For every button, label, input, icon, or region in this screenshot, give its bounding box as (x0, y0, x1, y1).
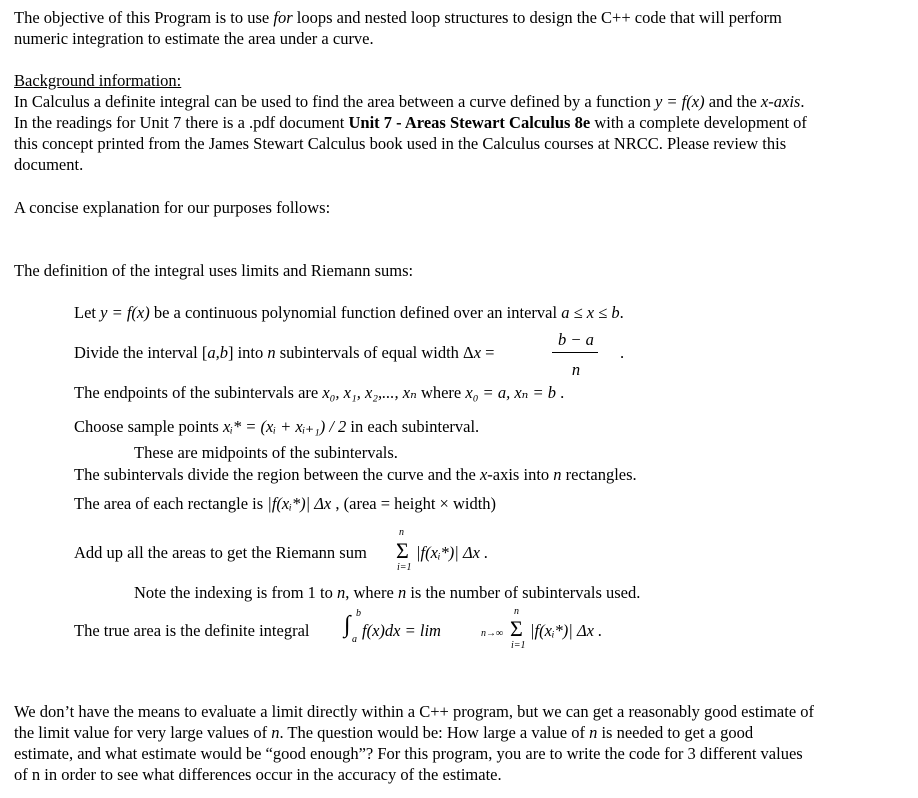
step-rectangles: The subintervals divide the region between the curve and the x-axis into n rectangles. (74, 465, 637, 484)
integral-expression: f(x)dx = lim (362, 621, 441, 640)
step-definite-integral: The true area is the definite integral (74, 621, 310, 640)
limit-sum-expression: |f(xᵢ*)| Δx . (530, 621, 603, 640)
step-let: Let y = f(x) be a continuous polynomial function defined over an interval a ≤ x ≤ b. (74, 303, 624, 322)
closing-line-2: the limit value for very large values of n. The question would be: How large a value of n is needed to get a good (14, 723, 754, 742)
fraction-bar (552, 352, 598, 353)
sigma2-symbol: Σ (510, 616, 523, 641)
intro-line-2: numeric integration to estimate the area under a curve. (14, 29, 374, 48)
step-sample-points: Choose sample points xᵢ* = (xᵢ + xᵢ₊₁) / 2 in each subinterval. (74, 417, 480, 436)
step-riemann-sum: Add up all the areas to get the Riemann sum (74, 543, 367, 562)
sum2-upper-limit: n (514, 606, 519, 617)
integral-lower-bound: a (352, 634, 357, 645)
closing-line-4: of n in order to see what differences occur in the accuracy of the estimate. (14, 765, 502, 784)
closing-line-3: estimate, and what estimate would be “good enough”? For this program, you are to write the code for 3 different values (14, 744, 803, 763)
sum2-lower-limit: i=1 (511, 640, 526, 651)
concise-text: A concise explanation for our purposes follows: (14, 198, 331, 217)
step-area: The area of each rectangle is |f(xᵢ*)| Δx , (area = height × width) (74, 494, 497, 513)
background-line-1: In Calculus a definite integral can be used to find the area between a curve defined by a function y = f(x) and the x-axis. (14, 92, 805, 111)
step-midpoints: These are midpoints of the subintervals. (134, 443, 398, 462)
sum-lower-limit: i=1 (397, 562, 412, 573)
background-line-4: document. (14, 155, 84, 174)
intro-line-1: The objective of this Program is to use for loops and nested loop structures to design the C++ code that will perform (14, 8, 782, 27)
sum-upper-limit: n (399, 527, 404, 538)
background-heading: Background information: (14, 71, 182, 90)
step-indexing-note: Note the indexing is from 1 to n, where n is the number of subintervals used. (134, 583, 641, 602)
sigma-symbol: Σ (396, 538, 409, 563)
integral-symbol: ∫ (344, 612, 351, 638)
background-line-3: this concept printed from the James Stewart Calculus book used in the Calculus courses at NRCC. Please review this (14, 134, 787, 153)
fraction-denominator: n (571, 360, 581, 379)
fraction-numerator: b − a (558, 330, 594, 349)
closing-line-1: We don’t have the means to evaluate a limit directly within a C++ program, but we can get a reasonably good estimate of (14, 702, 815, 721)
definition-text: The definition of the integral uses limits and Riemann sums: (14, 261, 414, 280)
limit-subscript: n→∞ (481, 628, 504, 639)
riemann-sum-expression: |f(xᵢ*)| Δx . (416, 543, 489, 562)
fraction-period: . (620, 343, 625, 362)
step-divide: Divide the interval [a,b] into n subintervals of equal width Δx = (74, 343, 495, 362)
step-endpoints: The endpoints of the subintervals are x₀, x₁, x₂,..., xₙ where x₀ = a, xₙ = b . (74, 383, 565, 402)
integral-upper-bound: b (356, 608, 361, 619)
background-line-2: In the readings for Unit 7 there is a .pdf document Unit 7 - Areas Stewart Calculus 8e with a complete development of (14, 113, 807, 132)
